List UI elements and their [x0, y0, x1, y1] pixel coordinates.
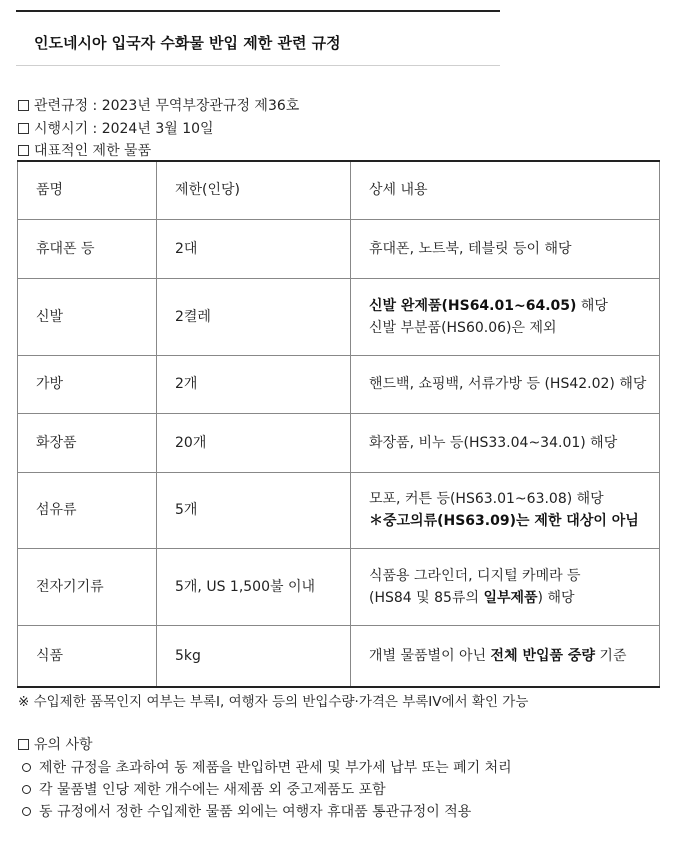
item-detail — [351, 219, 660, 278]
detail-line: 신발 부분품(HS60.06)은 제외 — [369, 319, 557, 336]
caution-heading — [18, 734, 93, 754]
highlight-text: 일부제품 — [483, 589, 538, 606]
caution-bullet-text: 각 물품별 인당 제한 개수에는 새제품 외 중고제품도 포함 — [39, 782, 386, 798]
info-text: 시행시기 : 2024년 3월 10일 — [34, 121, 214, 137]
info-line-regulation — [18, 95, 299, 115]
caution-bullet — [22, 757, 512, 777]
item-name: 섬유류 — [18, 472, 157, 548]
detail-line: 핸드백, 쇼핑백, 서류가방 등 (HS42.02) 해당 — [369, 376, 647, 392]
item-limit: 2대 — [157, 219, 351, 278]
table-row — [18, 278, 660, 355]
page-title: 인도네시아 입국자 수화물 반입 제한 관련 규정 — [34, 34, 341, 52]
footnote: ※ 수입제한 품목인지 여부는 부록I, 여행자 등의 반입수량·가격은 부록IV에서 확인 가능 — [18, 694, 529, 710]
item-detail — [351, 472, 660, 548]
table-row — [18, 472, 660, 548]
table-row — [18, 355, 660, 413]
detail-line: 모포, 커튼 등(HS63.01~63.08) 해당 — [369, 491, 604, 507]
caution-bullet — [22, 779, 386, 799]
item-name: 화장품 — [18, 413, 157, 472]
checkbox-square-icon — [18, 739, 29, 750]
restriction-table — [17, 160, 660, 688]
detail-line: 식품용 그라인더, 디지털 카메라 등 — [369, 567, 581, 584]
item-detail — [351, 278, 660, 355]
info-text: 관련규정 : 2023년 무역부장관규정 제36호 — [34, 98, 300, 114]
highlight-text: 신발 완제품(HS64.01~64.05) — [369, 297, 577, 314]
item-name: 식품 — [18, 625, 157, 687]
item-limit: 5kg — [157, 625, 351, 687]
header-detail: 상세 내용 — [351, 161, 660, 219]
header-limit: 제한(인당) — [157, 161, 351, 219]
item-detail — [351, 548, 660, 625]
info-line-restricted-items — [18, 140, 151, 160]
item-name: 휴대폰 등 — [18, 219, 157, 278]
table-row — [18, 413, 660, 472]
highlight-text: 전체 반입품 중량 — [490, 647, 595, 664]
checkbox-square-icon — [18, 145, 29, 156]
caution-bullet-text: 동 규정에서 정한 수입제한 물품 외에는 여행자 휴대품 통관규정이 적용 — [39, 804, 472, 820]
caution-heading-text: 유의 사항 — [34, 737, 93, 753]
highlight-text: ＊중고의류(HS63.09)는 제한 대상이 아님 — [369, 513, 639, 529]
item-detail — [351, 355, 660, 413]
table-row — [18, 219, 660, 278]
checkbox-square-icon — [18, 123, 29, 134]
detail-line — [369, 510, 659, 532]
circle-bullet-icon — [22, 785, 31, 794]
detail-line: (HS84 및 85류의 일부제품) 해당 — [369, 589, 575, 606]
item-detail — [351, 625, 660, 687]
item-detail — [351, 413, 660, 472]
item-name: 전자기기류 — [18, 548, 157, 625]
info-text: 대표적인 제한 물품 — [34, 143, 152, 159]
detail-line: 화장품, 비누 등(HS33.04~34.01) 해당 — [369, 434, 618, 451]
circle-bullet-icon — [22, 807, 31, 816]
table-header-row — [18, 161, 660, 219]
item-limit: 2켤레 — [157, 278, 351, 355]
detail-line: 개별 물품별이 아닌 전체 반입품 중량 기준 — [369, 647, 627, 664]
caution-bullet-text: 제한 규정을 초과하여 동 제품을 반입하면 관세 및 부가세 납부 또는 폐기 처리 — [39, 760, 512, 776]
circle-bullet-icon — [22, 763, 31, 772]
table-row — [18, 548, 660, 625]
detail-line: 휴대폰, 노트북, 테블릿 등이 해당 — [369, 240, 572, 257]
item-name: 신발 — [18, 278, 157, 355]
item-limit: 5개, US 1,500불 이내 — [157, 548, 351, 625]
item-limit: 5개 — [157, 472, 351, 548]
detail-line: 신발 완제품(HS64.01~64.05) 해당 — [369, 297, 608, 314]
title-box — [16, 10, 500, 66]
item-limit: 2개 — [157, 355, 351, 413]
caution-bullet — [22, 801, 471, 821]
table-row — [18, 625, 660, 687]
info-line-effective-date — [18, 118, 214, 138]
checkbox-square-icon — [18, 100, 29, 111]
item-name: 가방 — [18, 355, 157, 413]
header-item: 품명 — [18, 161, 157, 219]
item-limit: 20개 — [157, 413, 351, 472]
